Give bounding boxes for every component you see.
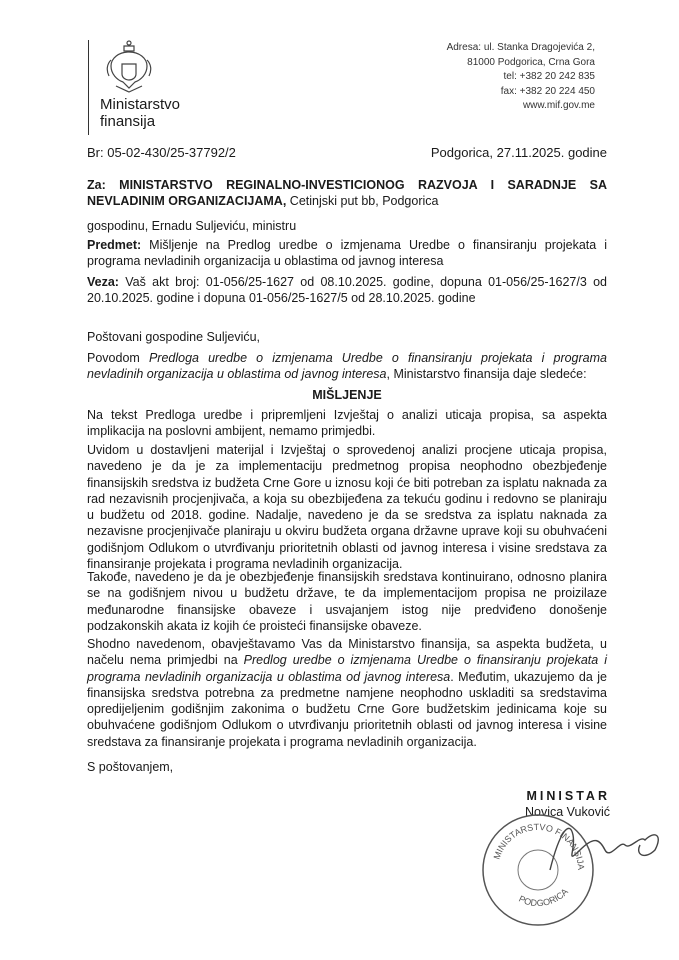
svg-text:MINISTARSTVO FINANSIJA: MINISTARSTVO FINANSIJA [491, 821, 587, 871]
reference-number: Br: 05-02-430/25-37792/2 [87, 145, 236, 160]
conclusion-italic: Predlog uredbe o izmjenama Uredbe o finansiranju projekata i programa nevladinih organizacija u oblastima od javnog interesa [87, 653, 607, 684]
intro-italic: Predloga uredbe o izmjenama Uredbe o finansiranju projekata i programa nevladinih organizacija u oblastima od javnog interesa [87, 351, 607, 382]
website: www.mif.gov.me [522, 100, 595, 111]
ministry-name [100, 96, 180, 130]
fax: fax: +382 20 224 450 [500, 85, 595, 97]
coat-of-arms-logo [104, 38, 154, 96]
reference-date-row [87, 145, 607, 161]
opinion-heading: MIŠLJENJE [312, 388, 382, 402]
conclusion-paragraph [87, 636, 607, 750]
intro-text: , Ministarstvo finansija daje sledeće: [386, 367, 587, 382]
signatory-title: MINISTAR [526, 789, 610, 803]
body-paragraph: Takođe, navedeno je da je obezbjeđenje finansijskih sredstava kontinuirano, odnosno planira se na godišnjem nivou u budžetu države, te da implementacijom propisa ne proizilaze međunarodne finansijske obaveze i usvajanjem istog nije predviđeno donošenje podzakonskih akata iz kojih će proisteći finansijske obaveze. [87, 570, 607, 633]
subject [87, 237, 607, 270]
conclusion-text: . Međutim, ukazujemo da je finansijska sredstva potrebna za predmetne namjene neophodno uskladiti sa sredstavima opredijeljenim godišnjim zakonima o budžetu Crne Gore budžetskim jedinicama koje su obuhvaćene godišnjom Odlukom o utvrđivanju prioritetnih oblasti od javnog interesa i visine sredstava za finansiranje projekata i programa nevladinih organizacija. [87, 669, 607, 749]
intro-paragraph [87, 350, 607, 383]
address-line: 81000 Podgorica, Crna Gora [467, 56, 595, 68]
document-date: Podgorica, 27.11.2025. godine [430, 145, 607, 160]
recipient [87, 177, 607, 210]
closing: S poštovanjem, [87, 760, 174, 774]
letterhead-address [447, 41, 595, 114]
intro-text: Povodom [87, 351, 149, 365]
subject-text: Mišljenje na Predlog uredbe o izmjenama Uredbe o finansiranju projekata i programa nevladinih organizacija u oblastima od javnog interesa [87, 238, 607, 269]
recipient-person: gospodinu, Ernadu Suljeviću, ministru [87, 219, 297, 233]
address-line: Adresa: ul. Stanka Dragojevića 2, [446, 42, 595, 53]
signatory-name: Novica Vuković [525, 805, 610, 819]
recipient-org: MINISTARSTVO REGINALNO-INVESTICIONOG RAZVOJA I SARADNJE SA NEVLADINIM ORGANIZACIJAMA, [87, 178, 607, 209]
ministry-name-line1: Ministarstvo [100, 96, 181, 113]
phone: tel: +382 20 242 835 [503, 71, 595, 82]
reference-label: Veza: [87, 275, 119, 289]
salutation: Poštovani gospodine Suljeviću, [87, 330, 261, 344]
ministry-name-line2: finansija [100, 113, 156, 130]
body-paragraph: Uvidom u dostavljeni materijal i Izvještaj o sprovedenoj analizi procjene uticaja propisa, navedeno je da je za implementaciju predmetnog propisa neophodno obezbjeđenje finansijskih sredstva iz budžeta Crne Gore u iznosu koji će biti potreban za isplatu naknada za rad nezavisnih procjenjivača, a koja su obezbijeđena za tekuću godinu i redovno se planiraju u budžetu od 2018. godine. Nadalje, navedeno je da se sredstva za isplatu naknada za nezavisne procjenjivače planiraju u okviru budžeta organa državne uprave koji su obuhvaćeni godišnjom Odlukom o utvrđivanju prioritetnih oblasti od javnog interesa i visine sredstava za finansiranje projekata i programa nevladinih organizacija. [87, 443, 607, 572]
recipient-label: Za: [87, 178, 106, 192]
conclusion-text: Shodno navedenom, obavještavamo Vas da Ministarstvo finansija, sa aspekta budžeta, u načelu nema primjedbi na [87, 637, 607, 668]
reference-text: Vaš akt broj: 01-056/25-1627 od 08.10.2025. godine, dopuna 01-056/25-1627/3 od 20.10.2025. godine i dopuna 01-056/25-1627/5 od 28.10.2025. godine [87, 275, 607, 306]
body-paragraph: Na tekst Predloga uredbe i pripremljeni Izvještaj o analizi uticaja propisa, sa aspekta implikacija na poslovni ambijent, nemamo primjedbi. [87, 408, 607, 439]
recipient-address: Cetinjski put bb, Podgorica [286, 194, 439, 209]
subject-label: Predmet: [87, 238, 142, 252]
reference [87, 274, 607, 307]
svg-text:PODGORICA: PODGORICA [517, 886, 570, 909]
letterhead-divider [88, 40, 89, 135]
handwritten-signature [545, 820, 665, 875]
